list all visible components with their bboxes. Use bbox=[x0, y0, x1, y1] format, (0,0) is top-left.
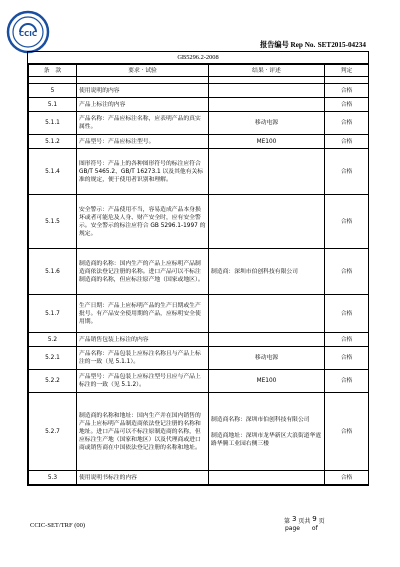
clause-cell: 5.3 bbox=[29, 471, 77, 485]
table-row bbox=[29, 347, 369, 370]
col-header-clause: 条 款 bbox=[29, 65, 77, 77]
page-label-cn: 第 bbox=[284, 518, 291, 525]
table-row bbox=[29, 135, 369, 149]
clause-cell: 5.2.1 bbox=[29, 347, 77, 370]
clause-cell: 5.1.6 bbox=[29, 249, 77, 295]
requirement-cell: 制造商的名称：国内生产的产品上应标明产品制造商依法登记注册的名称。进口产品可以不标注制造商的名称，但应标注原产地（国家或地区）。 bbox=[77, 249, 209, 295]
requirement-cell: 使用说明书标注的内容 bbox=[77, 471, 209, 485]
col-header-verdict: 判定 bbox=[325, 65, 369, 77]
standard-title: GB5296.2-2008 bbox=[28, 52, 368, 64]
table-row bbox=[29, 249, 369, 295]
verdict-cell: 合格 bbox=[325, 112, 369, 135]
page-label-en: page bbox=[285, 525, 300, 532]
clause-cell: 5.1.5 bbox=[29, 195, 77, 249]
spacer-row bbox=[29, 77, 369, 84]
clause-cell: 5.2.7 bbox=[29, 393, 77, 471]
table-body bbox=[29, 77, 369, 485]
report-number bbox=[260, 40, 366, 50]
clause-cell: 5.1.1 bbox=[29, 112, 77, 135]
page-of-label-cn: 页共 bbox=[298, 518, 311, 525]
clause-cell: 5.2.2 bbox=[29, 370, 77, 393]
clause-cell: 5.1.2 bbox=[29, 135, 77, 149]
table-row bbox=[29, 393, 369, 471]
clause-cell: 5.1.4 bbox=[29, 149, 77, 195]
logo-text: CCIC bbox=[18, 30, 38, 38]
clause-cell: 5.1 bbox=[29, 98, 77, 112]
table-row bbox=[29, 112, 369, 135]
col-header-result: 结果 · 评述 bbox=[209, 65, 325, 77]
verdict-cell: 合格 bbox=[325, 98, 369, 112]
result-cell: 移动电源 bbox=[209, 112, 325, 135]
result-cell bbox=[209, 333, 325, 347]
report-no-label: 报告编号 Rep No. bbox=[260, 41, 316, 49]
result-cell bbox=[209, 84, 325, 98]
clause-cell: 5.1.7 bbox=[29, 295, 77, 333]
verdict-cell: 合格 bbox=[325, 347, 369, 370]
result-cell: ME100 bbox=[209, 135, 325, 149]
requirement-cell: 产品上标注的内容 bbox=[77, 98, 209, 112]
verdict-cell: 合格 bbox=[325, 471, 369, 485]
verdict-cell: 合格 bbox=[325, 370, 369, 393]
verdict-cell: 合格 bbox=[325, 84, 369, 98]
verdict-cell: 合格 bbox=[325, 393, 369, 471]
clause-cell: 5.2 bbox=[29, 333, 77, 347]
table-row bbox=[29, 195, 369, 249]
requirement-cell: 产品名称：产品包装上应标注名称且与产品上标注的一致（见 5.1.1）。 bbox=[77, 347, 209, 370]
table-row bbox=[29, 98, 369, 112]
verdict-cell: 合格 bbox=[325, 333, 369, 347]
result-cell bbox=[209, 149, 325, 195]
verdict-cell: 合格 bbox=[325, 149, 369, 195]
report-no-value: SET2015-04234 bbox=[317, 41, 366, 49]
result-cell bbox=[209, 295, 325, 333]
requirement-cell: 使用说明的内容 bbox=[77, 84, 209, 98]
requirement-cell: 产品型号：产品包装上应标注型号且应与产品上标注的一致（见 5.1.2）。 bbox=[77, 370, 209, 393]
table-row bbox=[29, 333, 369, 347]
requirement-cell: 图形符号：产品上的各种图形符号的标注应符合 GB/T 5465.2、GB/T 16273.1 以及其他有关标准的规定，便于使用者识别和理解。 bbox=[77, 149, 209, 195]
verdict-cell: 合格 bbox=[325, 195, 369, 249]
table-row bbox=[29, 471, 369, 485]
result-cell: ME100 bbox=[209, 370, 325, 393]
clause-table bbox=[28, 64, 369, 485]
result-cell bbox=[209, 471, 325, 485]
ccic-logo bbox=[6, 10, 50, 54]
result-cell: 移动电源 bbox=[209, 347, 325, 370]
verdict-cell: 合格 bbox=[325, 295, 369, 333]
result-cell: 制造商：深圳市伯创科技有限公司 bbox=[209, 249, 325, 295]
requirement-cell: 产品销售包装上标注的内容 bbox=[77, 333, 209, 347]
requirement-cell: 产品型号：产品应标注型号。 bbox=[77, 135, 209, 149]
table-row bbox=[29, 370, 369, 393]
page-current: 3 bbox=[291, 515, 297, 523]
requirement-cell: 产品名称：产品应标注名称，应表明产品的真实属性。 bbox=[77, 112, 209, 135]
clause-cell: 5 bbox=[29, 84, 77, 98]
col-header-requirement: 要求 · 试验 bbox=[77, 65, 209, 77]
table-row bbox=[29, 149, 369, 195]
table-header-row bbox=[29, 65, 369, 77]
table-row bbox=[29, 295, 369, 333]
result-cell bbox=[209, 98, 325, 112]
of-label-en: of bbox=[311, 525, 318, 532]
page-suffix-cn: 页 bbox=[318, 518, 325, 525]
verdict-cell: 合格 bbox=[325, 249, 369, 295]
page-total: 9 bbox=[312, 515, 317, 523]
page-indicator bbox=[284, 516, 325, 532]
report-table-sheet bbox=[27, 51, 369, 486]
requirement-cell: 制造商的名称和地址：国内生产并在国内销售的产品上应标明产品制造商依法登记注册的名称和地址。进口产品可以不标注原制造商的名称，但应标注生产地（国家和地区）以及代理商或进口商或销售商在中国依法登记注册的名称和地址。 bbox=[77, 393, 209, 471]
requirement-cell: 安全警示：产品使用不当，容易造成产品本身损坏或者可能危及人身、财产安全时，应有安全警示。安全警示的标注应符合 GB 5296.1-1997 的规定。 bbox=[77, 195, 209, 249]
result-cell bbox=[209, 195, 325, 249]
form-number: CCIC-SET/TRF (00) bbox=[30, 522, 86, 529]
requirement-cell: 生产日期：产品上应标明产品的生产日期或生产批号。有产品安全使用期的产品，应标明安全使用期。 bbox=[77, 295, 209, 333]
result-cell: 制造商名称：深圳市伯创科技有限公司 制造商地址：深圳市龙华新区大浪街道华霆路华腾工业园右侧三楼 bbox=[209, 393, 325, 471]
verdict-cell: 合格 bbox=[325, 135, 369, 149]
table-row bbox=[29, 84, 369, 98]
